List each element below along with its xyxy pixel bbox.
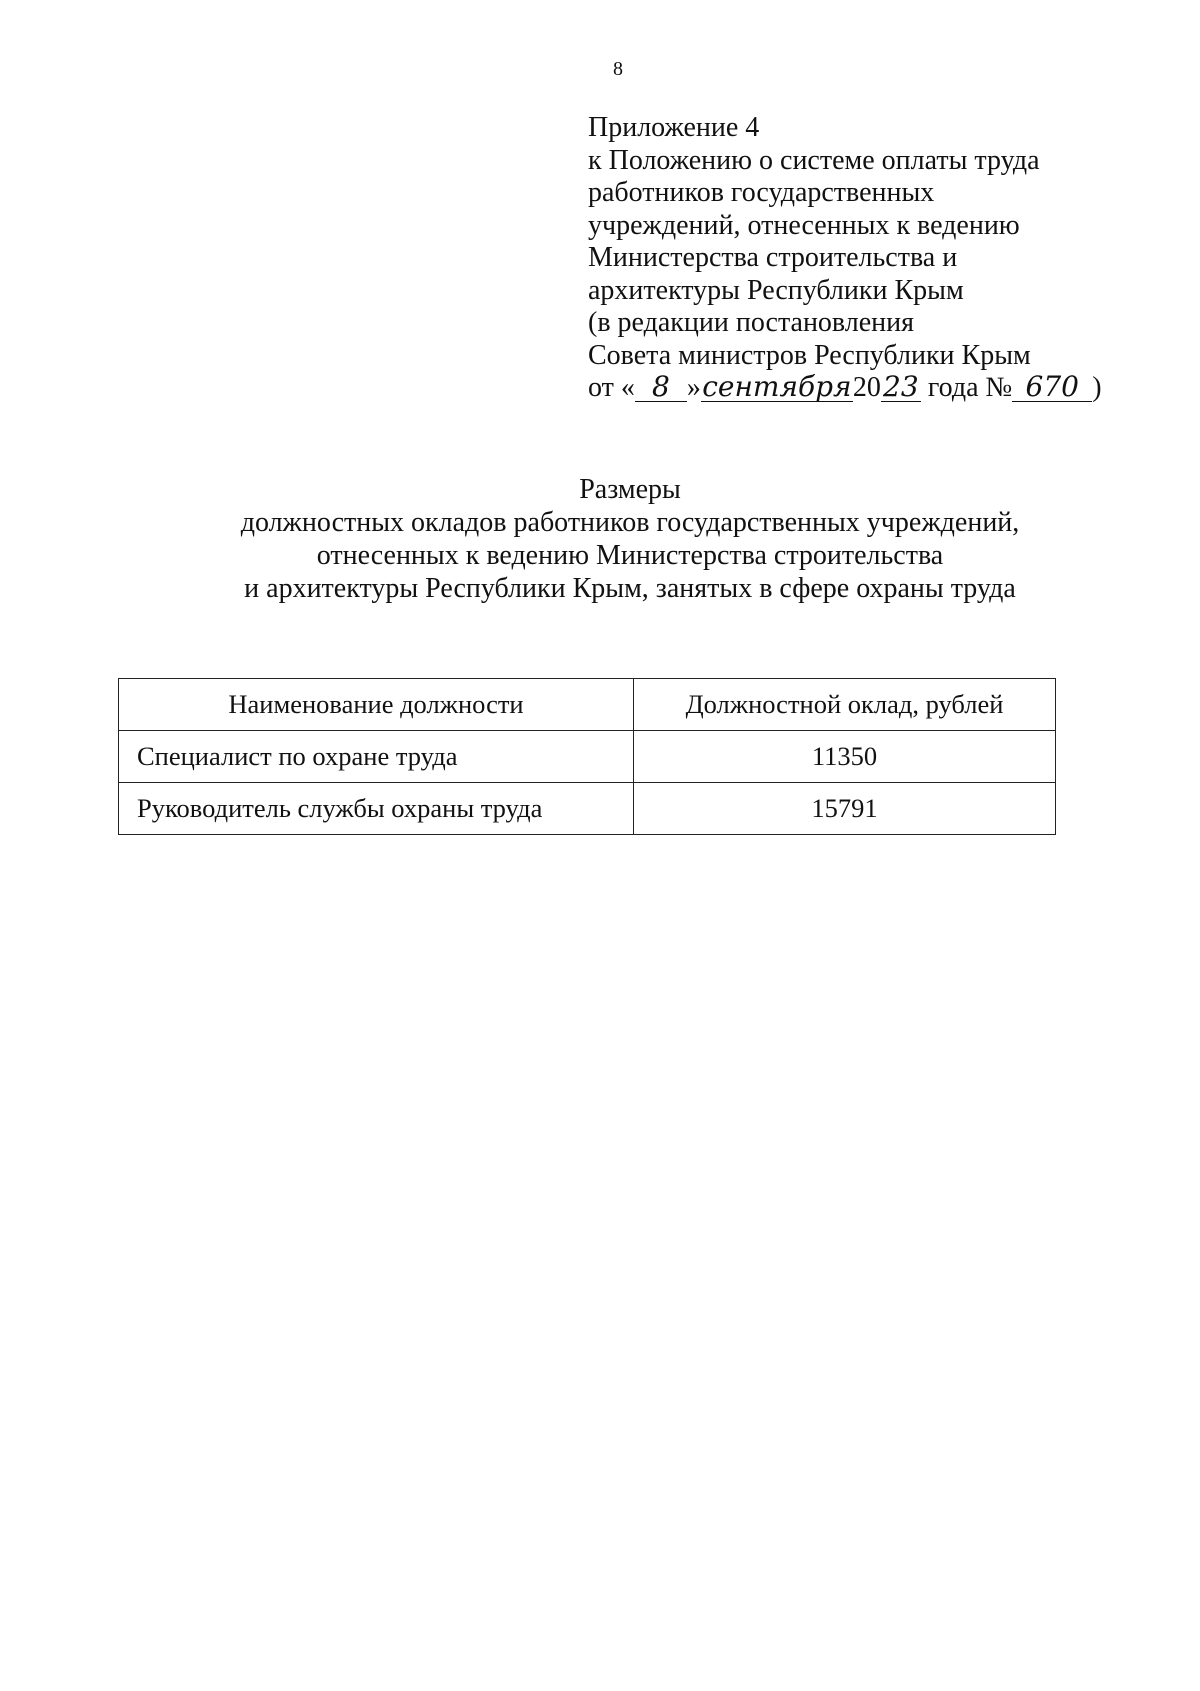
handwritten-day: 8 (635, 373, 687, 402)
year-prefix: 20 (852, 372, 881, 403)
annex-line: (в редакции постановления (588, 307, 915, 338)
table-row (119, 783, 1056, 835)
annex-line: архитектуры Республики Крым (588, 274, 964, 306)
title-heading: Размеры (579, 474, 681, 505)
page-number: 8 (613, 58, 623, 80)
table-header-row (119, 679, 1056, 731)
annex-line: учреждений, отнесенных к ведению (588, 209, 1020, 241)
handwritten-year: 23 (881, 373, 921, 402)
salary-table (118, 678, 1056, 835)
handwritten-decree-number: 670 (1012, 373, 1092, 402)
annex-title: Приложение 4 (588, 112, 760, 143)
date-line-close: ) (1092, 372, 1102, 403)
decree-date-line (588, 372, 1148, 405)
date-quote-close: » (686, 372, 701, 403)
position-cell: Специалист по охране труда (119, 731, 634, 783)
column-header-salary: Должностной оклад, рублей (634, 679, 1056, 731)
annex-line: к Положению о системе оплаты труда (588, 144, 1040, 176)
column-header-position: Наименование должности (119, 679, 634, 731)
position-cell: Руководитель службы охраны труда (119, 783, 634, 835)
table-row (119, 731, 1056, 783)
handwritten-month: сентября (702, 370, 852, 403)
salary-cell: 11350 (634, 731, 1056, 783)
year-word: года № (927, 372, 1013, 403)
document-title (160, 473, 1100, 605)
annex-line: Министерства строительства и (588, 242, 958, 273)
annex-line: Совета министров Республики Крым (588, 339, 1031, 371)
salary-cell: 15791 (634, 783, 1056, 835)
annex-line: работников государственных (588, 177, 935, 208)
title-line: отнесенных к ведению Министерства строительства (316, 540, 944, 571)
date-prefix: от « (588, 372, 635, 403)
title-line: и архитектуры Республики Крым, занятых в сфере охраны труда (244, 573, 1016, 604)
annex-header (588, 112, 1148, 405)
title-line: должностных окладов работников государственных учреждений, (240, 507, 1020, 538)
